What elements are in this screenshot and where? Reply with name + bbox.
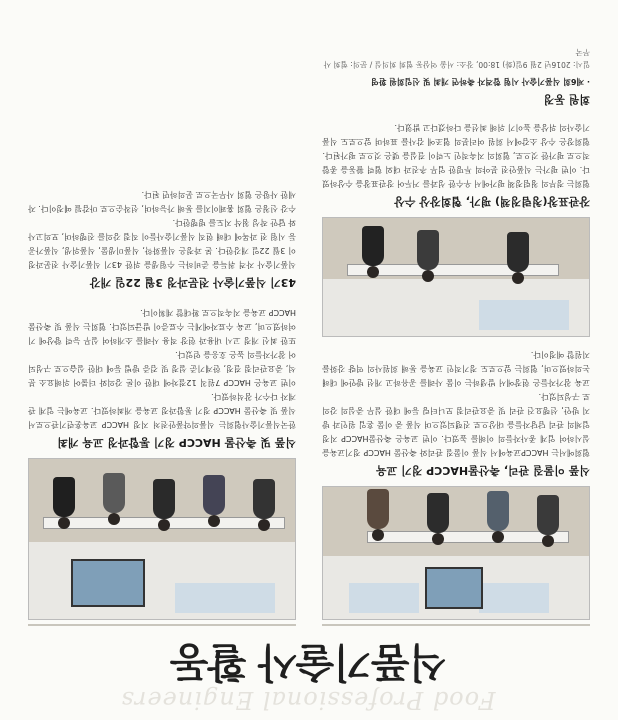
paragraph: 수강 신청은 협회 홈페이지를 통해 가능하며, 선착순으로 마감될 예정이다. 자세한 사항은 협회 사무국으로 문의하면 된다. (28, 190, 296, 213)
left-divider (322, 624, 590, 626)
paragraph: 협회는 정부의 청렴정책 평가에서 우수한 성과를 거두어 장관표창을 수상하였다. 이번 평가는 식품안전 분야의 투명한 업무 추진과 대외 협력 활동을 종합적으로 평가한 것으로, 협회의 지속적인 노력이 결실을 맺은 것으로 평가된다. (322, 151, 590, 188)
photo-classroom-right (28, 458, 296, 620)
photo-award (322, 217, 590, 337)
page-header (0, 639, 618, 720)
left-column (322, 46, 590, 620)
paragraph: 또한 최신 개정 고시 내용과 현장 적용 사례를 소개하여 실무 능력 향상에 기여하였으며, 교육 수료자에게는 수료증이 발급되었다. 협회는 식품 및 축산물 HACCP 교육을 지속적으로 확대할 계획이다. (28, 308, 296, 345)
paragraph: 교육 참가자들은 현장에서 발생하는 이물 사례를 공유하고 개선 방안에 대해 논의하였으며, 협회는 앞으로도 정기적인 교육을 통해 회원사의 역량 강화를 지원할 예정이다. (322, 350, 590, 387)
right-column (28, 187, 296, 620)
photo-classroom-left (322, 486, 590, 620)
section-title-award: 장관표창(청렴정책) 평가, 협회장상 수상 (394, 195, 590, 208)
paragraph: 협회에서는 HACCP교육에서 식품 이물질 관리와 축산물 HACCP 정기교육을 실시하여 업계 종사자들의 이해를 높였다. 이번 교육은 축산물HACCP 지정 업체의 관리 담당자들을 대상으로 진행되었으며 식품 중 이물 혼입 원인과 방지 방안, 선행요건 관리 및 중요관리점 모니터링 등에 대한 실무 중심의 강의로 구성되었다. (322, 392, 590, 457)
paragraph: 한국식품기술사협회는 식품의약품안전처 지정 HACCP 교육훈련기관으로서 식품 및 축산물 HACCP 정기 통합과정 교육을 개최하였다. 교육에는 업계 관계자 다수가 참석하였다. (28, 392, 296, 429)
paragraph: 식품기술사 자격 취득을 준비하는 수험생을 위한 43기 식품기술사 전문과정이 3월 22일 개강한다. 본 과정은 식품화학, 식품미생물, 식품위생, 식품가공 등 시험 전 과목에 대해 현직 식품기술사들이 직접 강의를 진행하며, 모의고사와 답안 작성 첨삭 지도를 병행한다. (28, 218, 296, 269)
paragraph: 협회장은 수상 소감에서 회원 여러분의 협조에 감사를 표하며 앞으로도 식품기술사의 위상을 높이기 위해 최선을 다하겠다고 밝혔다. (322, 123, 590, 146)
section-title-43rd-course: 43기 식품기술사 전문과정 3월 22일 개강 (89, 276, 296, 289)
right-divider (28, 624, 296, 626)
member-news-note: 일시: 2016년 2월 9일(화) 18:00, 장소: 서울 역삼동 협회 회의실 / 문의: 협회 사무국 (323, 48, 590, 69)
header-script-title: Food Professional Engineers (120, 686, 496, 714)
page-title: 식품기술사 활동 (170, 639, 448, 685)
section-title-member-news: 회원 동정 (543, 93, 590, 106)
section-title-haccp-course: 식품 및 축산물 HACCP 정기 통합과정 교육 개최 (57, 436, 296, 449)
member-news-item: · 제6회 식품기술사 시험 합격자 축하연 개최 및 신입회원 환영 (370, 77, 590, 86)
paragraph: 이번 교육은 HACCP 7원칙 12절차에 대한 이론 강의와 더불어 위해요소 분석, 중요관리점 결정, 한계기준 설정 및 검증 방법 등에 대한 실습으로 구성되어 참가자들의 높은 호응을 얻었다. (28, 350, 296, 387)
section-title-foreign-matter: 식품 이물질 관리, 축산물HACCP 정기 교육 (375, 464, 590, 477)
